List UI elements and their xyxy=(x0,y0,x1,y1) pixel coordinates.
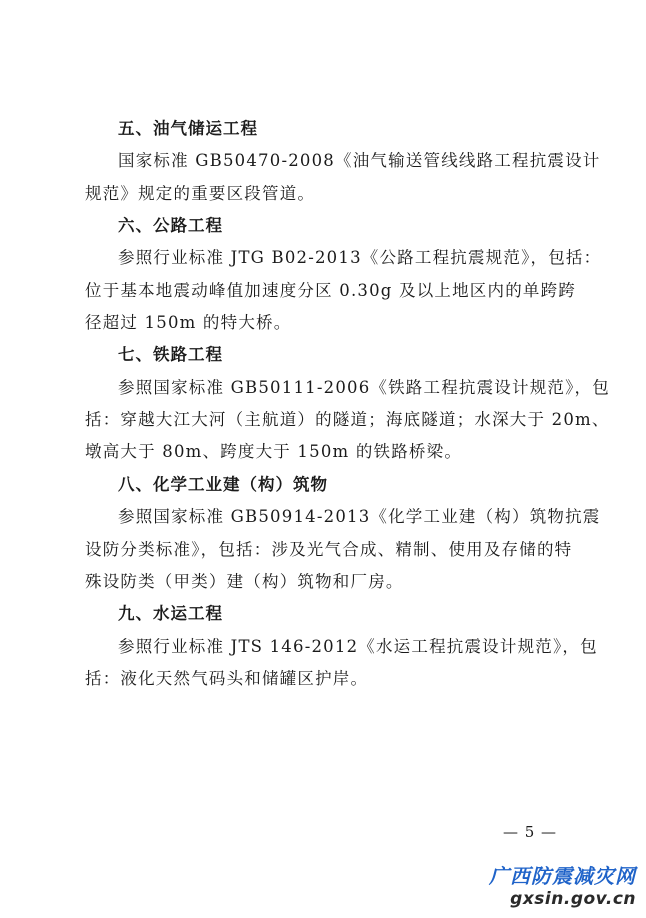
watermark-site-name: 广西防震减灾网 xyxy=(489,864,636,888)
section-heading: 七、铁路工程 xyxy=(118,345,223,364)
section-heading: 五、油气储运工程 xyxy=(118,119,258,138)
paragraph-line: 规范》规定的重要区段管道。 xyxy=(85,184,316,203)
paragraph-line: 括：液化天然气码头和储罐区护岸。 xyxy=(85,669,369,688)
paragraph-line: 国家标准 GB50470-2008《油气输送管线线路工程抗震设计 xyxy=(118,151,601,170)
section-heading: 九、水运工程 xyxy=(118,604,223,623)
watermark-url: gxsin.gov.cn xyxy=(510,889,636,909)
paragraph-line: 位于基本地震动峰值加速度分区 0.30g 及以上地区内的单跨跨 xyxy=(85,281,576,300)
paragraph-line: 参照行业标准 JTG B02-2013《公路工程抗震规范》，包括： xyxy=(118,248,602,267)
section-heading: 八、化学工业建（构）筑物 xyxy=(118,475,328,494)
paragraph-line: 墩高大于 80m、跨度大于 150m 的铁路桥梁。 xyxy=(85,442,463,461)
page-number: — 5 — xyxy=(502,823,558,841)
paragraph-line: 设防分类标准》，包括：涉及光气合成、精制、使用及存储的特 xyxy=(85,540,573,559)
paragraph-line: 殊设防类（甲类）建（构）筑物和厂房。 xyxy=(85,572,404,591)
paragraph-line: 括：穿越大江大河（主航道）的隧道；海底隧道；水深大于 20m、 xyxy=(85,410,610,429)
paragraph-line: 参照国家标准 GB50914-2013《化学工业建（构）筑物抗震 xyxy=(118,507,601,526)
paragraph-line: 径超过 150m 的特大桥。 xyxy=(85,313,292,332)
site-watermark xyxy=(489,864,636,910)
paragraph-line: 参照国家标准 GB50111-2006《铁路工程抗震设计规范》，包 xyxy=(118,378,610,397)
paragraph-line: 参照行业标准 JTS 146-2012《水运工程抗震设计规范》，包 xyxy=(118,637,598,656)
section-heading: 六、公路工程 xyxy=(118,216,223,235)
